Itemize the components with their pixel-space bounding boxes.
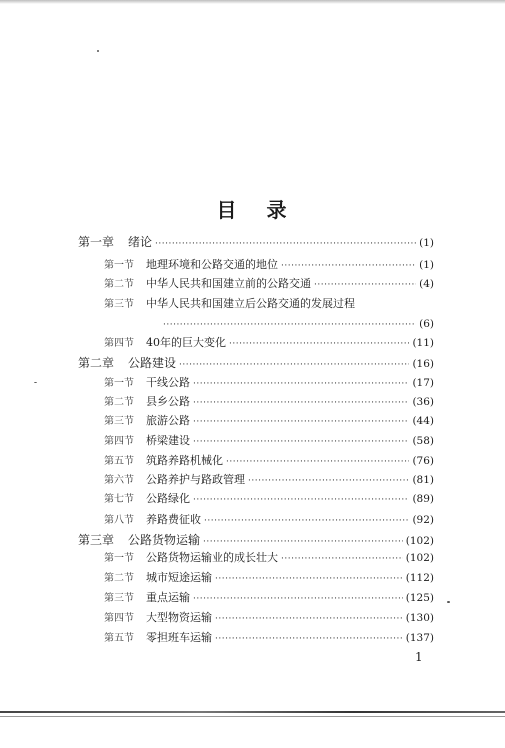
toc-section-row <box>104 276 434 292</box>
toc-section-row <box>104 257 434 273</box>
section-label: 第四节 <box>104 613 134 624</box>
leader-dots <box>163 317 416 333</box>
toc-page-number: (58) <box>412 435 434 447</box>
toc-continuation-row <box>160 316 434 332</box>
chapter-label: 第三章 <box>78 533 115 547</box>
section-label: 第五节 <box>104 456 134 467</box>
toc-section-row <box>104 472 434 488</box>
toc-chapter-row <box>78 234 434 250</box>
toc-section-row <box>104 375 434 391</box>
section-label: 第三节 <box>104 593 134 604</box>
leader-dots <box>155 236 416 252</box>
toc-section-row <box>104 630 434 646</box>
section-label: 第五节 <box>104 633 134 644</box>
leader-dots <box>215 571 403 587</box>
toc-page-number: (112) <box>405 572 434 584</box>
toc-page-number: (125) <box>405 592 434 604</box>
toc-page-number: (81) <box>412 474 434 486</box>
toc-page-number: (137) <box>405 632 434 644</box>
leader-dots <box>179 357 409 373</box>
leader-dots <box>193 376 409 392</box>
toc-entry-title: 干线公路 <box>146 376 190 389</box>
leader-dots <box>229 336 409 352</box>
toc-section-row <box>104 453 434 469</box>
leader-dots <box>281 258 416 274</box>
section-label: 第四节 <box>104 338 134 349</box>
toc-section-row <box>104 335 434 351</box>
toc-page-number: (130) <box>405 612 434 624</box>
toc-page-number: (102) <box>405 535 434 547</box>
toc-entry-title: 公路货物运输业的成长壮大 <box>146 551 278 564</box>
leader-dots <box>204 513 409 529</box>
toc-entry-title: 桥梁建设 <box>146 434 190 447</box>
section-label: 第二节 <box>104 279 134 290</box>
footer-rule <box>0 711 505 713</box>
toc-section-row <box>104 491 434 507</box>
title-char: 目 <box>216 198 239 222</box>
leader-dots <box>226 454 409 470</box>
page-number: 1 <box>415 650 423 664</box>
toc-entry-title: 筑路养路机械化 <box>146 454 223 467</box>
section-label: 第六节 <box>104 475 134 486</box>
toc-entry-title: 城市短途运输 <box>146 571 212 584</box>
section-label: 第七节 <box>104 494 134 505</box>
section-label: 第四节 <box>104 436 134 447</box>
toc-entry-title: 县乡公路 <box>146 395 190 408</box>
toc-page-number: (16) <box>412 358 434 370</box>
title-char: 录 <box>266 198 289 222</box>
toc-page-number: (92) <box>412 514 434 526</box>
toc-page-number: (36) <box>412 396 434 408</box>
toc-page-number: (4) <box>419 278 434 290</box>
toc-chapter-row <box>78 532 434 548</box>
toc-chapter-row <box>78 355 434 371</box>
leader-dots <box>215 611 403 627</box>
section-label: 第二节 <box>104 573 134 584</box>
section-label: 第一节 <box>104 378 134 389</box>
leader-dots <box>203 534 403 550</box>
leader-dots <box>193 395 409 411</box>
toc-entry-title: 大型物资运输 <box>146 611 212 624</box>
toc-section-row <box>104 433 434 449</box>
leader-dots <box>193 434 409 450</box>
toc-page-number: (6) <box>419 318 434 330</box>
toc-page-number: (76) <box>412 455 434 467</box>
toc-entry-title: 旅游公路 <box>146 414 190 427</box>
leader-dots <box>193 492 409 508</box>
toc-section-row <box>104 570 434 586</box>
toc-section-row <box>104 512 434 528</box>
toc-entry-title: 公路绿化 <box>146 492 190 505</box>
toc-section-row <box>104 394 434 410</box>
toc-section-row <box>104 296 434 312</box>
leader-dots <box>193 591 403 607</box>
leader-dots <box>248 473 409 489</box>
leader-dots <box>215 631 403 647</box>
toc-entry-title: 中华人民共和国建立后公路交通的发展过程 <box>146 297 355 310</box>
toc-entry-title: 地理环境和公路交通的地位 <box>146 258 278 271</box>
chapter-label: 第二章 <box>78 356 115 370</box>
section-label: 第二节 <box>104 397 134 408</box>
chapter-label: 第一章 <box>78 235 115 249</box>
toc-entry-title: 零担班车运输 <box>146 631 212 644</box>
toc-page-number: (17) <box>412 377 434 389</box>
toc-page-number: (1) <box>419 237 434 249</box>
toc-entry-title: 40年的巨大变化 <box>146 336 226 349</box>
toc-entry-title: 养路费征收 <box>146 513 201 526</box>
toc-page-number: (89) <box>412 493 434 505</box>
section-label: 第一节 <box>104 260 134 271</box>
section-label: 第三节 <box>104 416 134 427</box>
section-label: 第三节 <box>104 299 134 310</box>
leader-dots <box>193 414 409 430</box>
toc-page-number: (11) <box>412 337 434 349</box>
leader-dots <box>281 551 403 567</box>
section-label: 第八节 <box>104 515 134 526</box>
toc-entry-title: 中华人民共和国建立前的公路交通 <box>146 277 311 290</box>
toc-section-row <box>104 590 434 606</box>
toc-page-number: (102) <box>405 552 434 564</box>
section-label: 第一节 <box>104 553 134 564</box>
toc-section-row <box>104 413 434 429</box>
toc-entry-title: 公路养护与路政管理 <box>146 473 245 486</box>
toc-page-number: (44) <box>412 415 434 427</box>
footer-rule-thin <box>0 716 505 717</box>
toc-entry-title: 绪论 <box>128 235 153 249</box>
leader-dots <box>314 277 416 293</box>
toc-section-row <box>104 550 434 566</box>
toc-entry-title: 公路货物运输 <box>128 533 201 547</box>
toc-entry-title: 公路建设 <box>128 356 177 370</box>
toc-section-row <box>104 610 434 626</box>
toc-entry-title: 重点运输 <box>146 591 190 604</box>
toc-page-number: (1) <box>419 259 434 271</box>
